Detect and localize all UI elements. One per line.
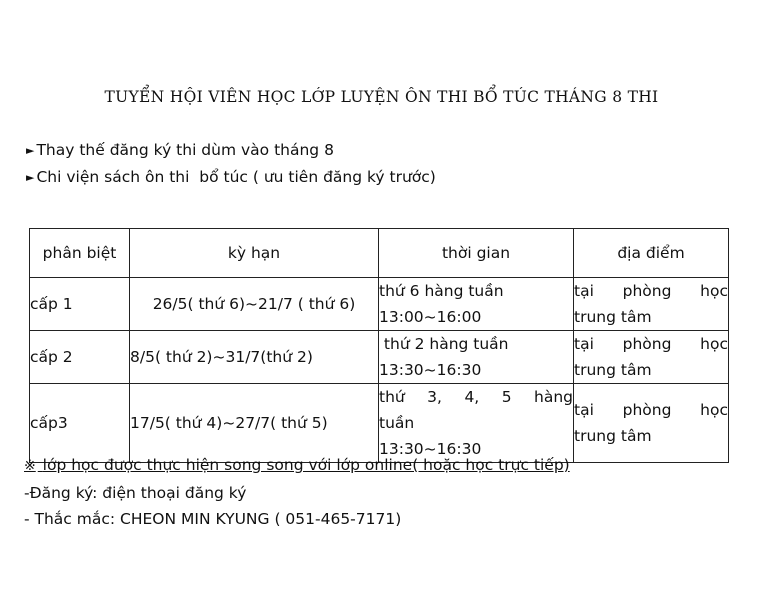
location-word: học: [700, 401, 728, 419]
schedule-table: [29, 228, 729, 463]
header-category: phân biệt: [30, 229, 130, 278]
location-line2: trung tâm: [574, 427, 652, 445]
time-hours: 13:30~16:30: [379, 361, 482, 379]
cell-location: [574, 331, 729, 384]
cell-location: [574, 384, 729, 463]
location-word: tại: [574, 335, 594, 353]
cell-time: [379, 384, 574, 463]
table-header-row: [30, 229, 729, 278]
table-row: [30, 331, 729, 384]
cell-time: [379, 278, 574, 331]
location-word: phòng: [622, 335, 672, 353]
triangle-right-icon: ►: [26, 171, 35, 184]
table-row: [30, 278, 729, 331]
location-line2: trung tâm: [574, 361, 652, 379]
reference-mark-icon: ※: [24, 458, 36, 474]
bullet-text: Chi viện sách ôn thi bổ túc ( ưu tiên đăng ký trước): [36, 168, 436, 186]
cell-category: cấp3: [30, 384, 130, 463]
cell-category: cấp 2: [30, 331, 130, 384]
footnote: [24, 456, 570, 474]
time-hours: 13:30~16:30: [379, 440, 482, 458]
location-line: [574, 397, 728, 423]
header-location: địa điểm: [574, 229, 729, 278]
cell-category: cấp 1: [30, 278, 130, 331]
time-days: thứ 2 hàng tuần: [379, 335, 509, 353]
triangle-right-icon: ►: [26, 144, 35, 157]
time-days: thứ 6 hàng tuần: [379, 282, 504, 300]
time-days: thứ 3, 4, 5 hàng tuần: [379, 388, 573, 432]
bullet-text: Thay thế đăng ký thi dùm vào tháng 8: [36, 141, 334, 159]
footnote-text: lớp học được thực hiện song song với lớp online( hoặc học trực tiếp): [42, 456, 570, 474]
time-hours: 13:00~16:00: [379, 308, 482, 326]
bullet-item: [26, 141, 334, 159]
location-line2: trung tâm: [574, 308, 652, 326]
location-line: [574, 278, 728, 304]
location-word: học: [700, 335, 728, 353]
header-time: thời gian: [379, 229, 574, 278]
location-word: tại: [574, 401, 594, 419]
location-word: phòng: [622, 282, 672, 300]
cell-location: [574, 278, 729, 331]
contact-info: - Thắc mắc: CHEON MIN KYUNG ( 051-465-7171): [24, 510, 402, 528]
bullet-item: [26, 168, 436, 186]
location-word: tại: [574, 282, 594, 300]
location-word: học: [700, 282, 728, 300]
cell-period: 26/5( thứ 6)~21/7 ( thứ 6): [130, 278, 379, 331]
page-title: TUYỂN HỘI VIÊN HỌC LỚP LUYỆN ÔN THI BỔ TÚC THÁNG 8 THI: [104, 88, 659, 106]
cell-period: 17/5( thứ 4)~27/7( thứ 5): [130, 384, 379, 463]
cell-period: 8/5( thứ 2)~31/7(thứ 2): [130, 331, 379, 384]
location-line: [574, 331, 728, 357]
registration-info: -Đăng ký: điện thoại đăng ký: [24, 484, 247, 502]
location-word: phòng: [622, 401, 672, 419]
cell-time: [379, 331, 574, 384]
table-row: [30, 384, 729, 463]
header-period: kỳ hạn: [130, 229, 379, 278]
